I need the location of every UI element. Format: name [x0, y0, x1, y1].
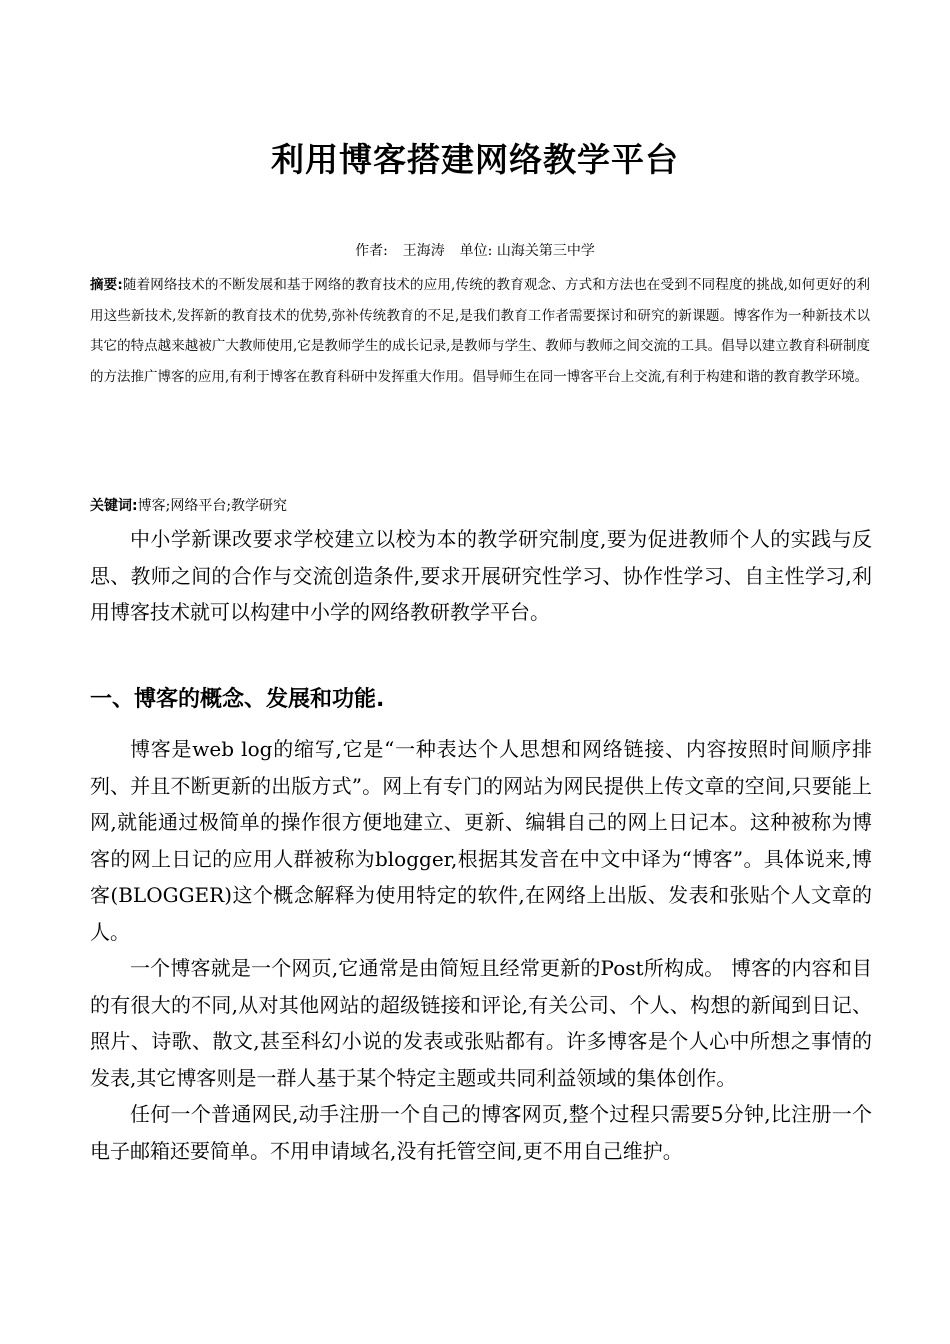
section-heading: 一、博客的概念、发展和功能.	[90, 687, 385, 712]
section-body	[90, 731, 872, 1169]
keywords-label: 关键词:	[90, 498, 138, 514]
intro-paragraph: 中小学新课改要求学校建立以校为本的教学研究制度,要为促进教师个人的实践与反思、教师之间的合作与交流创造条件,要求开展研究性学习、协作性学习、自主性学习,利用博客技术就可以构建中小学的网络教研教学平台。	[90, 527, 872, 624]
keywords	[90, 495, 870, 517]
author-line	[0, 240, 950, 262]
body-paragraph: 一个博客就是一个网页,它通常是由简短且经常更新的Post所构成。 博客的内容和目的有很大的不同,从对其他网站的超级链接和评论,有关公司、个人、构想的新闻到日记、照片、诗歌、散文,甚至科幻小说的发表或张贴都有。许多博客是个人心中所想之事情的发表,其它博客则是一群人基于某个特定主题或共同利益领域的集体创作。	[90, 956, 872, 1090]
body-paragraph: 任何一个普通网民,动手注册一个自己的博客网页,整个过程只需要5分钟,比注册一个电子邮箱还要简单。不用申请域名,没有托管空间,更不用自己维护。	[90, 1102, 872, 1163]
abstract-text: 随着网络技术的不断发展和基于网络的教育技术的应用,传统的教育观念、方式和方法也在受到不同程度的挑战,如何更好的利用这些新技术,发挥新的教育技术的优势,弥补传统教育的不足,是我们教育工作者需要探讨和研究的新课题。博客作为一种新技术以其它的特点越来越被广大教师使用,它是教师学生的成长记录,是教师与学生、教师与教师之间交流的工具。倡导以建立教育科研制度的方法推广博客的应用,有利于博客在教育科研中发挥重大作用。倡导师生在同一博客平台上交流,有利于构建和谐的教育教学环境。	[90, 277, 870, 385]
author-name: 王海涛	[402, 243, 445, 259]
unit-name: 山海关第三中学	[496, 243, 595, 259]
intro-section	[90, 521, 872, 631]
keywords-text: 博客;网络平台;教学研究	[137, 498, 288, 514]
document-title: 利用博客搭建网络教学平台	[271, 140, 679, 179]
abstract	[90, 270, 870, 392]
unit-label: 单位:	[459, 243, 493, 259]
body-paragraph: 博客是web log的缩写,它是“一种表达个人思想和网络链接、内容按照时间顺序排列、并且不断更新的出版方式”。网上有专门的网站为网民提供上传文章的空间,只要能上网,就能通过极简单的操作很方便地建立、更新、编辑自己的网上日记本。这种被称为博客的网上日记的应用人群被称为blogger,根据其发音在中文中译为“博客”。具体说来,博客(BLOGGER)这个概念解释为使用特定的软件,在网络上出版、发表和张贴个人文章的人。	[90, 737, 872, 944]
abstract-label: 摘要:	[90, 277, 123, 293]
author-label: 作者:	[355, 243, 388, 259]
